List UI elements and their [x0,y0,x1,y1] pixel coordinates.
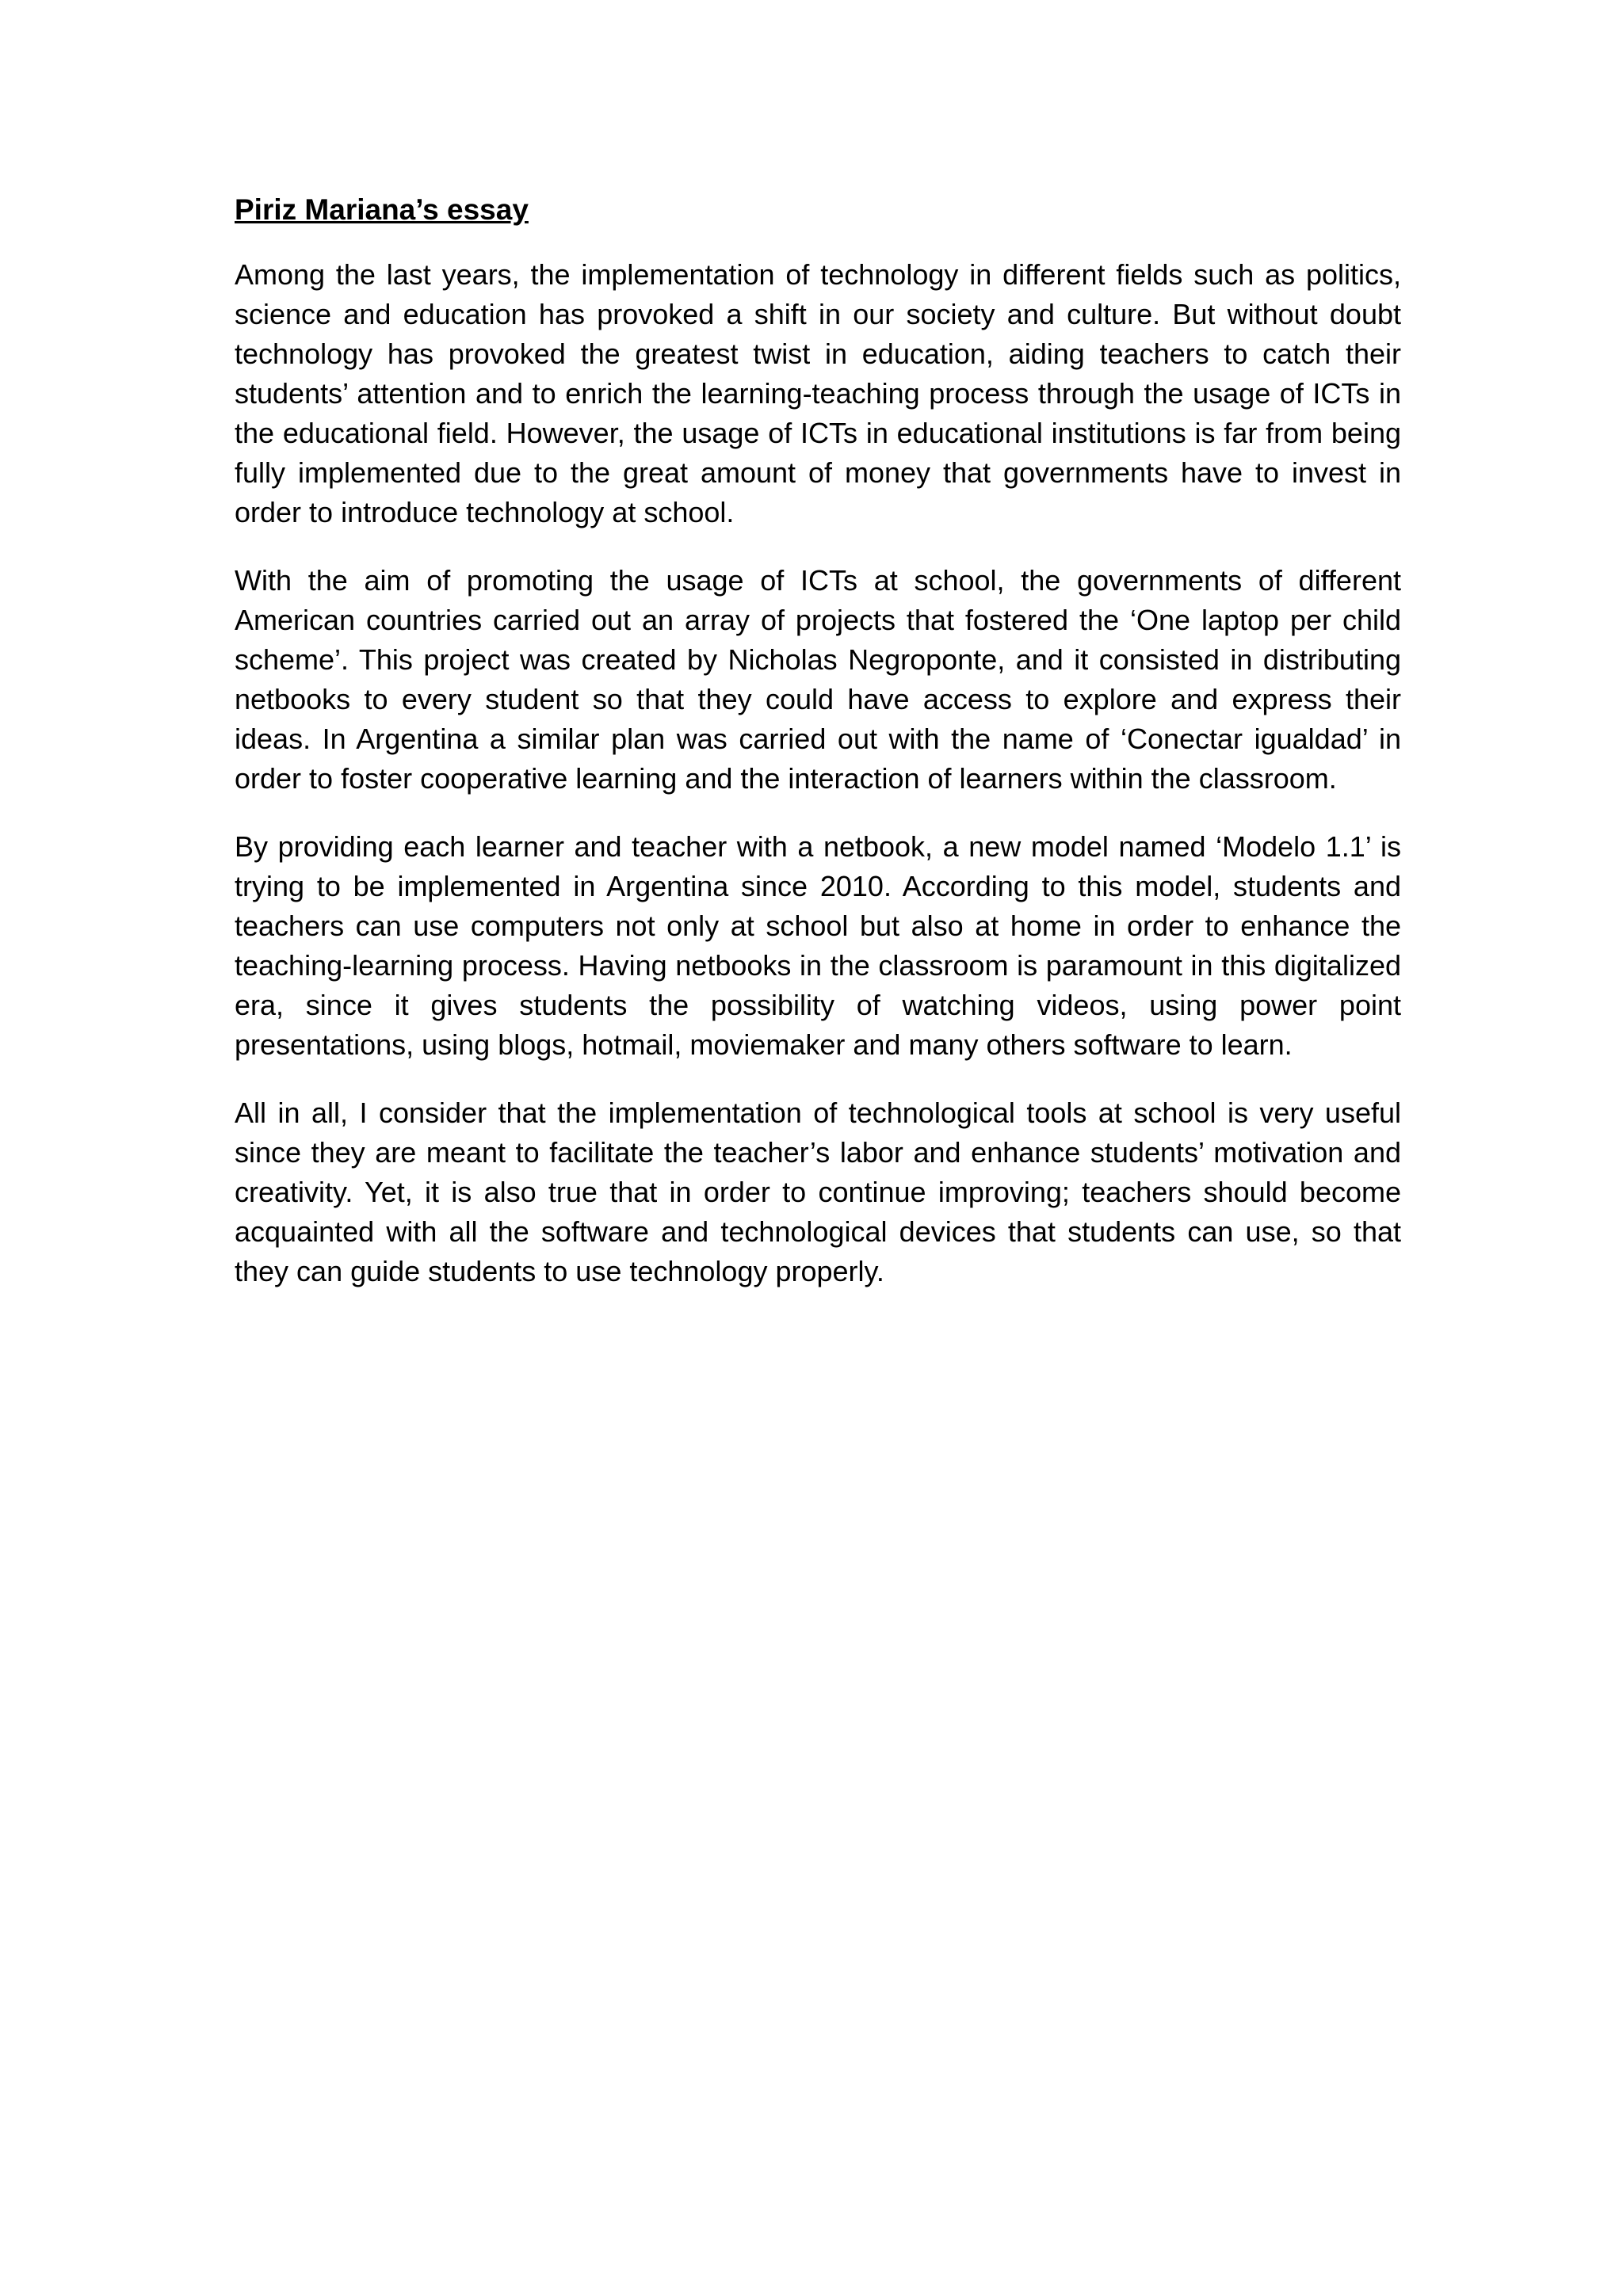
paragraph-one-laptop: With the aim of promoting the usage of ICTs at school, the governments of different American countries carried out an array of projects that fostered the ‘One laptop per child scheme’. This project was created by Nicholas Negroponte, and it consisted in distributing netbooks to every student so that they could have access to explore and express their ideas. In Argentina a similar plan was carried out with the name of ‘Conectar igualdad’ in order to foster cooperative learning and the interaction of learners within the classroom. [235,564,1401,795]
paragraph-intro: Among the last years, the implementation of technology in different fields such as politics, science and education has provoked a shift in our society and culture. But without doubt technology has provoked the greatest twist in education, aiding teachers to catch their students’ attention and to enrich the learning-teaching process through the usage of ICTs in the educational field. However, the usage of ICTs in educational institutions is far from being fully implemented due to the great amount of money that governments have to invest in order to introduce technology at school. [235,258,1401,528]
paragraph-modelo: By providing each learner and teacher with a netbook, a new model named ‘Modelo 1.1’ is trying to be implemented in Argentina since 2010. According to this model, students and teachers can use computers not only at school but also at home in order to enhance the teaching-learning process. Having netbooks in the classroom is paramount in this digitalized era, since it gives students the possibility of watching videos, using power point presentations, using blogs, hotmail, moviemaker and many others software to learn. [235,830,1401,1061]
paragraph-conclusion: All in all, I consider that the implementation of technological tools at school is very useful since they are meant to facilitate the teacher’s labor and enhance students’ motivation and creativity. Yet, it is also true that in order to continue improving; teachers should become acquainted with all the software and technological devices that students can use, so that they can guide students to use technology properly. [235,1097,1401,1287]
essay-title: Piriz Mariana’s essay [235,193,529,226]
essay-body [235,190,1401,1320]
